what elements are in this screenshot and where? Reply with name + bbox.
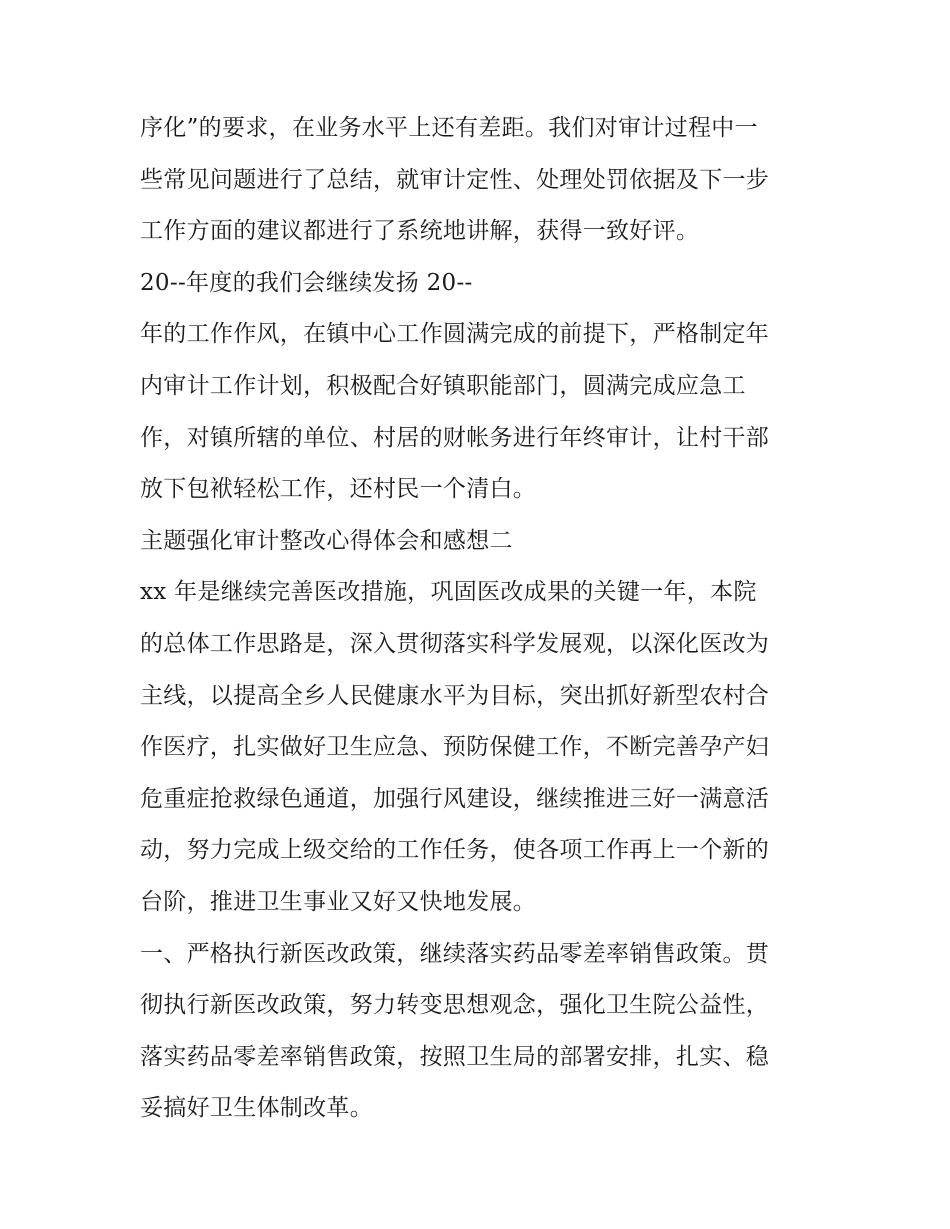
- text-line: 工作方面的建议都进行了系统地讲解，获得一致好评。: [140, 218, 700, 245]
- text-line: 危重症抢救绿色通道，加强行风建设，继续推进三好一满意活: [140, 785, 770, 812]
- text-line: 些常见问题进行了总结，就审计定性、处理处罚依据及下一步: [140, 166, 770, 193]
- text-line: 落实药品零差率销售政策，按照卫生局的部署安排，扎实、稳: [140, 1043, 770, 1070]
- text-line: 作医疗，扎实做好卫生应急、预防保健工作，不断完善孕产妇: [140, 734, 770, 761]
- text-line: 放下包袱轻松工作，还村民一个清白。: [140, 476, 537, 503]
- text-line: 20--年度的我们会继续发扬 20--: [140, 269, 473, 296]
- text-line: 妥搞好卫生体制改革。: [140, 1095, 373, 1122]
- text-line: 年的工作作风，在镇中心工作圆满完成的前提下，严格制定年: [140, 321, 770, 348]
- section-heading: 主题强化审计整改心得体会和感想二: [140, 527, 513, 554]
- document-body: [140, 103, 820, 1135]
- text-line: 序化”的要求，在业务水平上还有差距。我们对审计过程中一: [140, 115, 758, 141]
- text-line: 的总体工作思路是，深入贯彻落实科学发展观，以深化医改为: [140, 630, 770, 657]
- text-line: 主线，以提高全乡人民健康水平为目标，突出抓好新型农村合: [140, 682, 770, 709]
- text-line: 彻执行新医改政策，努力转变思想观念，强化卫生院公益性，: [140, 992, 770, 1019]
- text-line: 作，对镇所辖的单位、村居的财帐务进行年终审计，让村干部: [140, 424, 770, 451]
- text-line: 台阶，推进卫生事业又好又快地发展。: [140, 888, 537, 915]
- text-line: 一、严格执行新医改政策，继续落实药品零差率销售政策。贯: [140, 940, 770, 967]
- text-line: xx 年是继续完善医改措施，巩固医改成果的关键一年，本院: [140, 579, 757, 606]
- text-line: 内审计工作计划，积极配合好镇职能部门，圆满完成应急工: [140, 372, 746, 399]
- text-line: 动，努力完成上级交给的工作任务，使各项工作再上一个新的: [140, 837, 770, 864]
